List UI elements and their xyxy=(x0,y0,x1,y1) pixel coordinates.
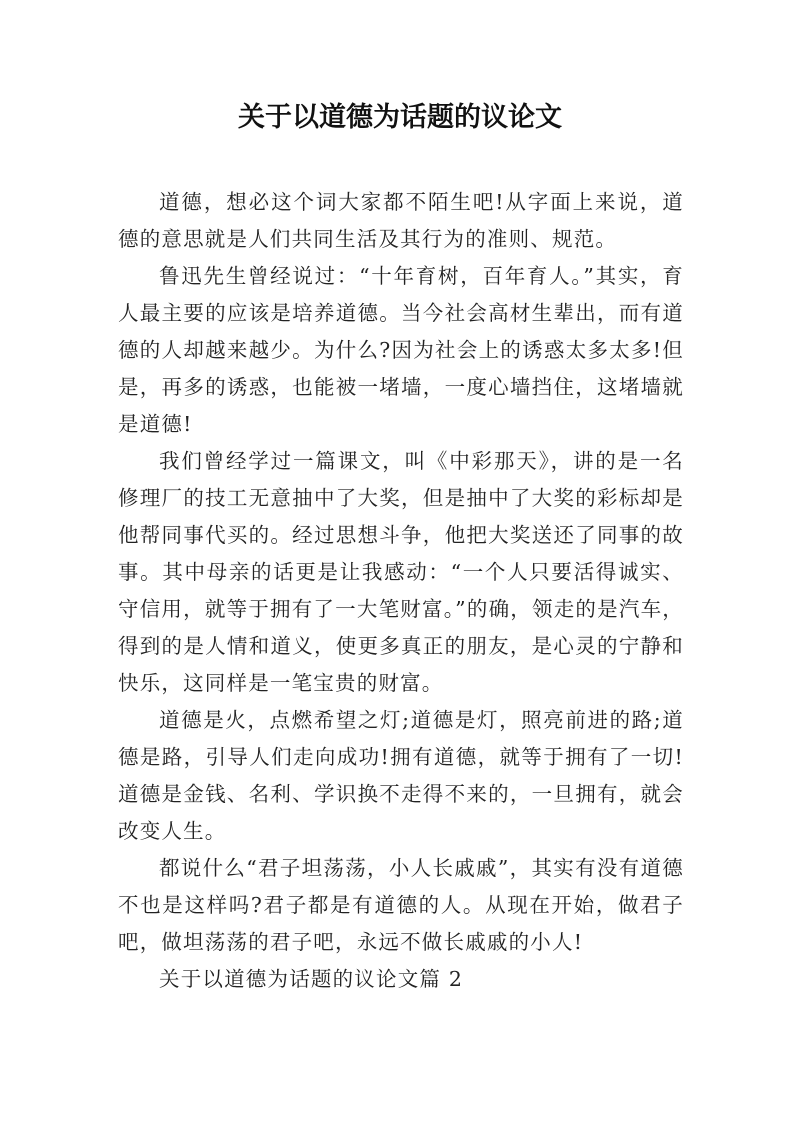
section-heading-part-2: 关于以道德为话题的议论文篇 2 xyxy=(159,967,464,991)
paragraph-5: 都说什么“君子坦荡荡，小人长戚戚”，其实有没有道德不也是这样吗?君子都是有道德的人。从现在开始，做君子吧，做坦荡荡的君子吧，永远不做长戚戚的小人! xyxy=(118,856,684,954)
paragraph-1: 道德，想必这个词大家都不陌生吧!从字面上来说，道德的意思就是人们共同生活及其行为的准则、规范。 xyxy=(118,190,684,251)
paragraph-4: 道德是火，点燃希望之灯;道德是灯，照亮前进的路;道德是路，引导人们走向成功!拥有道德，就等于拥有了一切!道德是金钱、名利、学识换不走得不来的，一旦拥有，就会改变人生。 xyxy=(118,708,684,843)
paragraph-3: 我们曾经学过一篇课文，叫《中彩那天》，讲的是一名修理厂的技工无意抽中了大奖，但是抽中了大奖的彩标却是他帮同事代买的。经过思想斗争，他把大奖送还了同事的故事。其中母亲的话更是让我感动：“一个人只要活得诚实、守信用，就等于拥有了一大笔财富。”的确，领走的是汽车，得到的是人情和道义，使更多真正的朋友，是心灵的宁静和快乐，这同样是一笔宝贵的财富。 xyxy=(118,449,684,695)
paragraph-2: 鲁迅先生曾经说过：“十年育树，百年育人。”其实，育人最主要的应该是培养道德。当今社会高材生辈出，而有道德的人却越来越少。为什么?因为社会上的诱惑太多太多!但是，再多的诱惑，也能被一堵墙，一度心墙挡住，这堵墙就是道德! xyxy=(118,264,684,436)
document-title: 关于以道德为话题的议论文 xyxy=(238,102,562,133)
document-body xyxy=(118,184,684,998)
